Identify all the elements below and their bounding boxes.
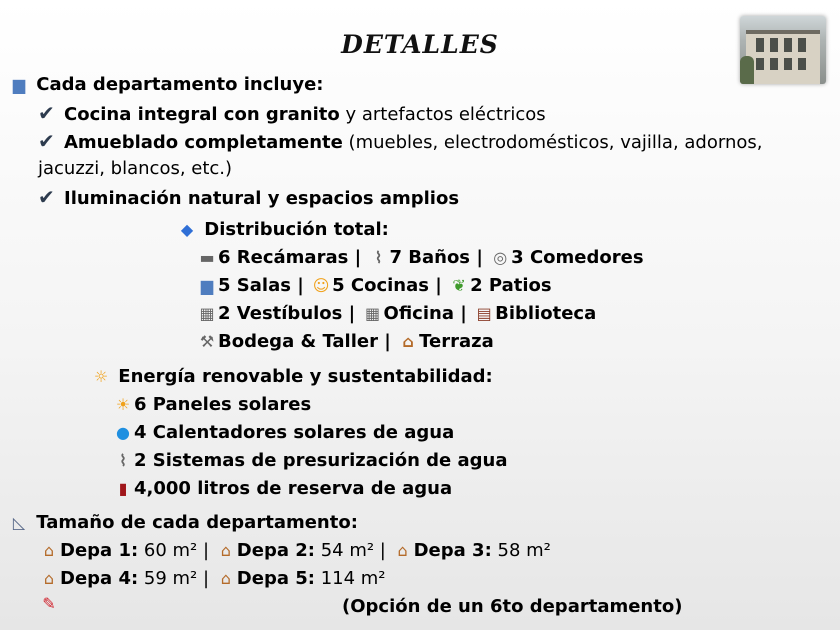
separator: | <box>354 247 362 268</box>
building-window <box>770 38 778 52</box>
tools-icon: ⚒ <box>199 332 215 351</box>
dist-item: Bodega & Taller <box>218 331 378 352</box>
dist-item: 7 Baños <box>389 247 471 268</box>
building-window <box>756 58 764 70</box>
building-window <box>770 58 778 70</box>
shower-icon: ⌇ <box>374 248 383 267</box>
energy-item <box>112 477 452 501</box>
energy-item-text: 4,000 litros de reserva de agua <box>134 478 453 499</box>
dist-item: Biblioteca <box>495 303 597 324</box>
droplet-icon: ● <box>116 423 130 442</box>
house-icon: ⌂ <box>220 569 231 588</box>
includes-item-bold: Amueblado completamente <box>64 132 343 153</box>
includes-heading: Cada departamento incluye: <box>36 74 324 95</box>
includes-item-bold: Cocina integral con granito <box>64 104 340 125</box>
dist-item: 5 Salas <box>218 275 291 296</box>
house-icon: ⌂ <box>220 541 231 560</box>
includes-item-continuation: jacuzzi, blancos, etc.) <box>38 158 233 179</box>
unit-label: Depa 1: <box>60 540 139 561</box>
distribution-row <box>196 330 494 354</box>
unit-label: Depa 2: <box>236 540 315 561</box>
separator: | <box>297 275 304 296</box>
pin-row <box>38 592 60 616</box>
unit-label: Depa 5: <box>236 568 315 589</box>
dist-item: 5 Cocinas <box>332 275 429 296</box>
house-icon: ⌂ <box>397 541 408 560</box>
building-window <box>756 38 764 52</box>
separator: | <box>348 303 356 324</box>
energy-item <box>112 393 311 417</box>
unit-value: 54 m² <box>314 540 375 561</box>
building-window <box>798 58 806 70</box>
check-icon: ✔ <box>38 101 55 125</box>
separator: | <box>435 275 442 296</box>
distribution-row <box>196 302 596 326</box>
sizes-heading: Tamaño de cada departamento: <box>36 512 358 533</box>
herb-icon: ❦ <box>452 276 466 295</box>
distribution-heading-row <box>176 218 389 242</box>
separator: | <box>460 303 467 324</box>
plate-icon: ◎ <box>493 248 508 267</box>
office-icon: ▦ <box>364 304 381 323</box>
distribution-heading: Distribución total: <box>204 219 389 240</box>
unit-label: Depa 3: <box>413 540 492 561</box>
pushpin-icon: ✎ <box>42 594 56 613</box>
bed-icon: ▬ <box>199 248 215 267</box>
unit-value: 114 m² <box>314 568 386 589</box>
unit-label: Depa 4: <box>60 568 139 589</box>
distribution-row <box>196 246 644 270</box>
unit-value: 60 m² <box>138 540 198 561</box>
barrel-icon: ▮ <box>118 479 128 498</box>
building-window <box>798 38 806 52</box>
dist-item: 2 Vestíbulos <box>218 303 343 324</box>
check-icon: ✔ <box>38 129 55 153</box>
house-icon: ⌂ <box>43 569 55 588</box>
unit-value: 58 m² <box>491 540 551 561</box>
energy-item <box>112 449 508 473</box>
triangle-ruler-icon: ◺ <box>12 513 26 532</box>
books-icon: ▤ <box>476 304 492 323</box>
includes-item-text: y artefactos eléctricos <box>339 104 546 125</box>
sofa-icon: ▆ <box>12 75 26 94</box>
unit-value: 59 m² <box>138 568 198 589</box>
sun-icon: ☀ <box>115 395 131 414</box>
includes-item <box>38 101 546 127</box>
energy-heading: Energía renovable y sustentabilidad: <box>118 366 493 387</box>
includes-item <box>38 185 459 211</box>
distribution-row <box>196 274 552 298</box>
dist-item: 6 Recámaras <box>218 247 349 268</box>
includes-heading-row <box>8 73 323 97</box>
sofa-icon: ▆ <box>200 276 214 295</box>
house-icon: ⌂ <box>43 541 55 560</box>
building-icon: ▦ <box>199 304 215 323</box>
dist-item: Oficina <box>383 303 454 324</box>
diamond-icon: ◆ <box>180 220 194 239</box>
dist-item: Terraza <box>419 331 494 352</box>
separator: | <box>384 331 391 352</box>
sun-icon: ☼ <box>93 367 109 386</box>
sizes-row: ⌂ Depa 4: 59 m² | ⌂ Depa 5: 114 m² <box>38 567 386 591</box>
includes-item <box>38 129 762 155</box>
building-window <box>784 38 792 52</box>
check-icon: ✔ <box>38 185 55 209</box>
energy-item-text: 4 Calentadores solares de agua <box>134 422 455 443</box>
page-title: DETALLES <box>341 30 499 59</box>
energy-item-text: 6 Paneles solares <box>134 394 312 415</box>
sixth-unit-option: (Opción de un 6to departamento) <box>342 596 683 617</box>
dist-item: 2 Patios <box>470 275 552 296</box>
building-photo <box>740 16 826 84</box>
includes-item-text: (muebles, electrodomésticos, vajilla, adornos, <box>342 132 763 153</box>
energy-heading-row <box>90 365 493 389</box>
energy-item <box>112 421 454 445</box>
energy-item-text: 2 Sistemas de presurización de agua <box>134 450 508 471</box>
includes-item-bold: Iluminación natural y espacios amplios <box>64 188 460 209</box>
chef-icon: ☺ <box>312 276 330 295</box>
house-garden-icon: ⌂ <box>402 332 414 351</box>
sizes-row: ⌂ Depa 1: 60 m² | ⌂ Depa 2: 54 m² | ⌂ Depa 3: 58 m² <box>38 539 551 563</box>
separator: | <box>476 247 483 268</box>
sizes-heading-row <box>8 511 358 535</box>
tree <box>740 56 754 84</box>
dist-item: 3 Comedores <box>511 247 644 268</box>
shower-icon: ⌇ <box>119 451 127 470</box>
building-window <box>784 58 792 70</box>
